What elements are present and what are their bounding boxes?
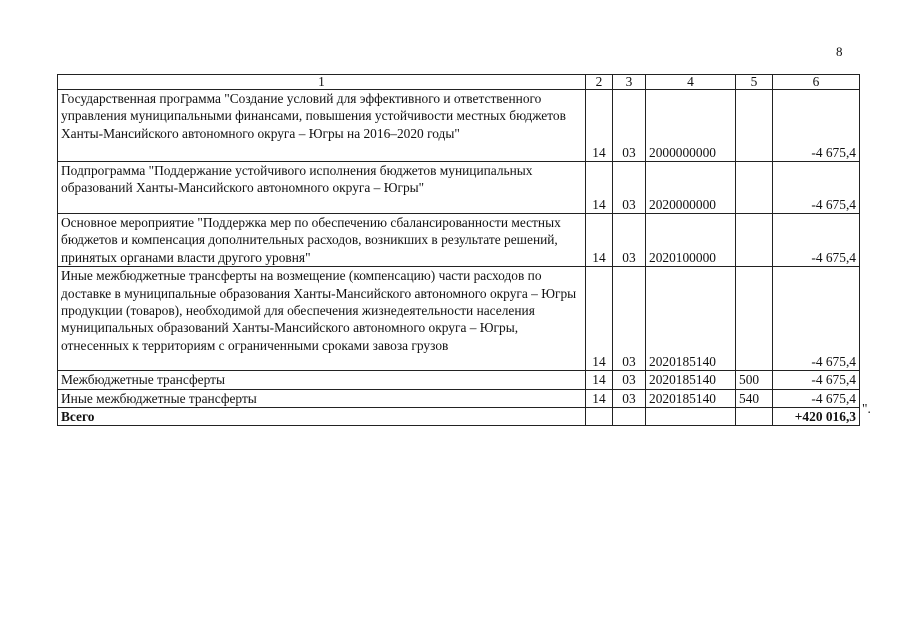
page-number: 8 bbox=[836, 44, 843, 59]
row-rz: 14 bbox=[586, 214, 613, 267]
row-csr: 2020185140 bbox=[646, 389, 736, 407]
row-name: Иные межбюджетные трансферты bbox=[58, 389, 586, 407]
row-sum: -4 675,4 bbox=[773, 267, 860, 371]
table-row bbox=[58, 389, 860, 407]
row-vr bbox=[736, 90, 773, 162]
row-sum: -4 675,4 bbox=[773, 162, 860, 214]
header-cell: 4 bbox=[646, 75, 736, 90]
row-pr: 03 bbox=[613, 214, 646, 267]
budget-table bbox=[57, 74, 860, 426]
row-name: Иные межбюджетные трансферты на возмещение (компенсацию) части расходов по доставке в муниципальные образования Ханты-Мансийского автономного округа – Югры продукции (товаров), необходимой для обеспечения жизнедеятельности населения муниципальных образований Ханты-Мансийского автономного округа – Югры, отнесенных к территориям с ограниченными сроками завоза грузов bbox=[58, 267, 586, 371]
row-vr bbox=[736, 214, 773, 267]
row-sum: -4 675,4 bbox=[773, 90, 860, 162]
row-sum: -4 675,4 bbox=[773, 214, 860, 267]
empty-cell bbox=[736, 408, 773, 426]
row-csr: 2000000000 bbox=[646, 90, 736, 162]
row-rz: 14 bbox=[586, 162, 613, 214]
row-name: Государственная программа "Создание условий для эффективного и ответственного управления муниципальными финансами, повышения устойчивости местных бюджетов Ханты-Мансийского автономного округа – Югры на 2016–2020 годы" bbox=[58, 90, 586, 162]
header-cell: 5 bbox=[736, 75, 773, 90]
row-rz: 14 bbox=[586, 371, 613, 389]
row-vr bbox=[736, 267, 773, 371]
row-name: Межбюджетные трансферты bbox=[58, 371, 586, 389]
table-row bbox=[58, 371, 860, 389]
row-vr bbox=[736, 162, 773, 214]
row-pr: 03 bbox=[613, 162, 646, 214]
row-pr: 03 bbox=[613, 90, 646, 162]
row-vr: 500 bbox=[736, 371, 773, 389]
row-sum: -4 675,4 bbox=[773, 371, 860, 389]
empty-cell bbox=[613, 408, 646, 426]
table-row bbox=[58, 90, 860, 162]
row-rz: 14 bbox=[586, 267, 613, 371]
row-rz: 14 bbox=[586, 389, 613, 407]
row-csr: 2020000000 bbox=[646, 162, 736, 214]
empty-cell bbox=[646, 408, 736, 426]
table-row bbox=[58, 267, 860, 371]
row-rz: 14 bbox=[586, 90, 613, 162]
header-cell: 3 bbox=[613, 75, 646, 90]
empty-cell bbox=[586, 408, 613, 426]
row-csr: 2020185140 bbox=[646, 371, 736, 389]
row-vr: 540 bbox=[736, 389, 773, 407]
header-cell: 6 bbox=[773, 75, 860, 90]
row-csr: 2020100000 bbox=[646, 214, 736, 267]
row-name: Основное мероприятие "Поддержка мер по обеспечению сбалансированности местных бюджетов и компенсация дополнительных расходов, возникших в результате решений, принятых органами власти другого уровня" bbox=[58, 214, 586, 267]
total-row bbox=[58, 408, 860, 426]
row-csr: 2020185140 bbox=[646, 267, 736, 371]
header-cell: 2 bbox=[586, 75, 613, 90]
total-sum: +420 016,3 bbox=[773, 408, 860, 426]
row-sum: -4 675,4 bbox=[773, 389, 860, 407]
row-pr: 03 bbox=[613, 389, 646, 407]
table-row bbox=[58, 214, 860, 267]
closing-quote-mark: ". bbox=[862, 401, 871, 416]
header-cell: 1 bbox=[58, 75, 586, 90]
row-pr: 03 bbox=[613, 371, 646, 389]
row-name: Подпрограмма "Поддержание устойчивого исполнения бюджетов муниципальных образований Ханты-Мансийского автономного округа – Югры" bbox=[58, 162, 586, 214]
table-row bbox=[58, 162, 860, 214]
table-header-row bbox=[58, 75, 860, 90]
total-label: Всего bbox=[58, 408, 586, 426]
row-pr: 03 bbox=[613, 267, 646, 371]
